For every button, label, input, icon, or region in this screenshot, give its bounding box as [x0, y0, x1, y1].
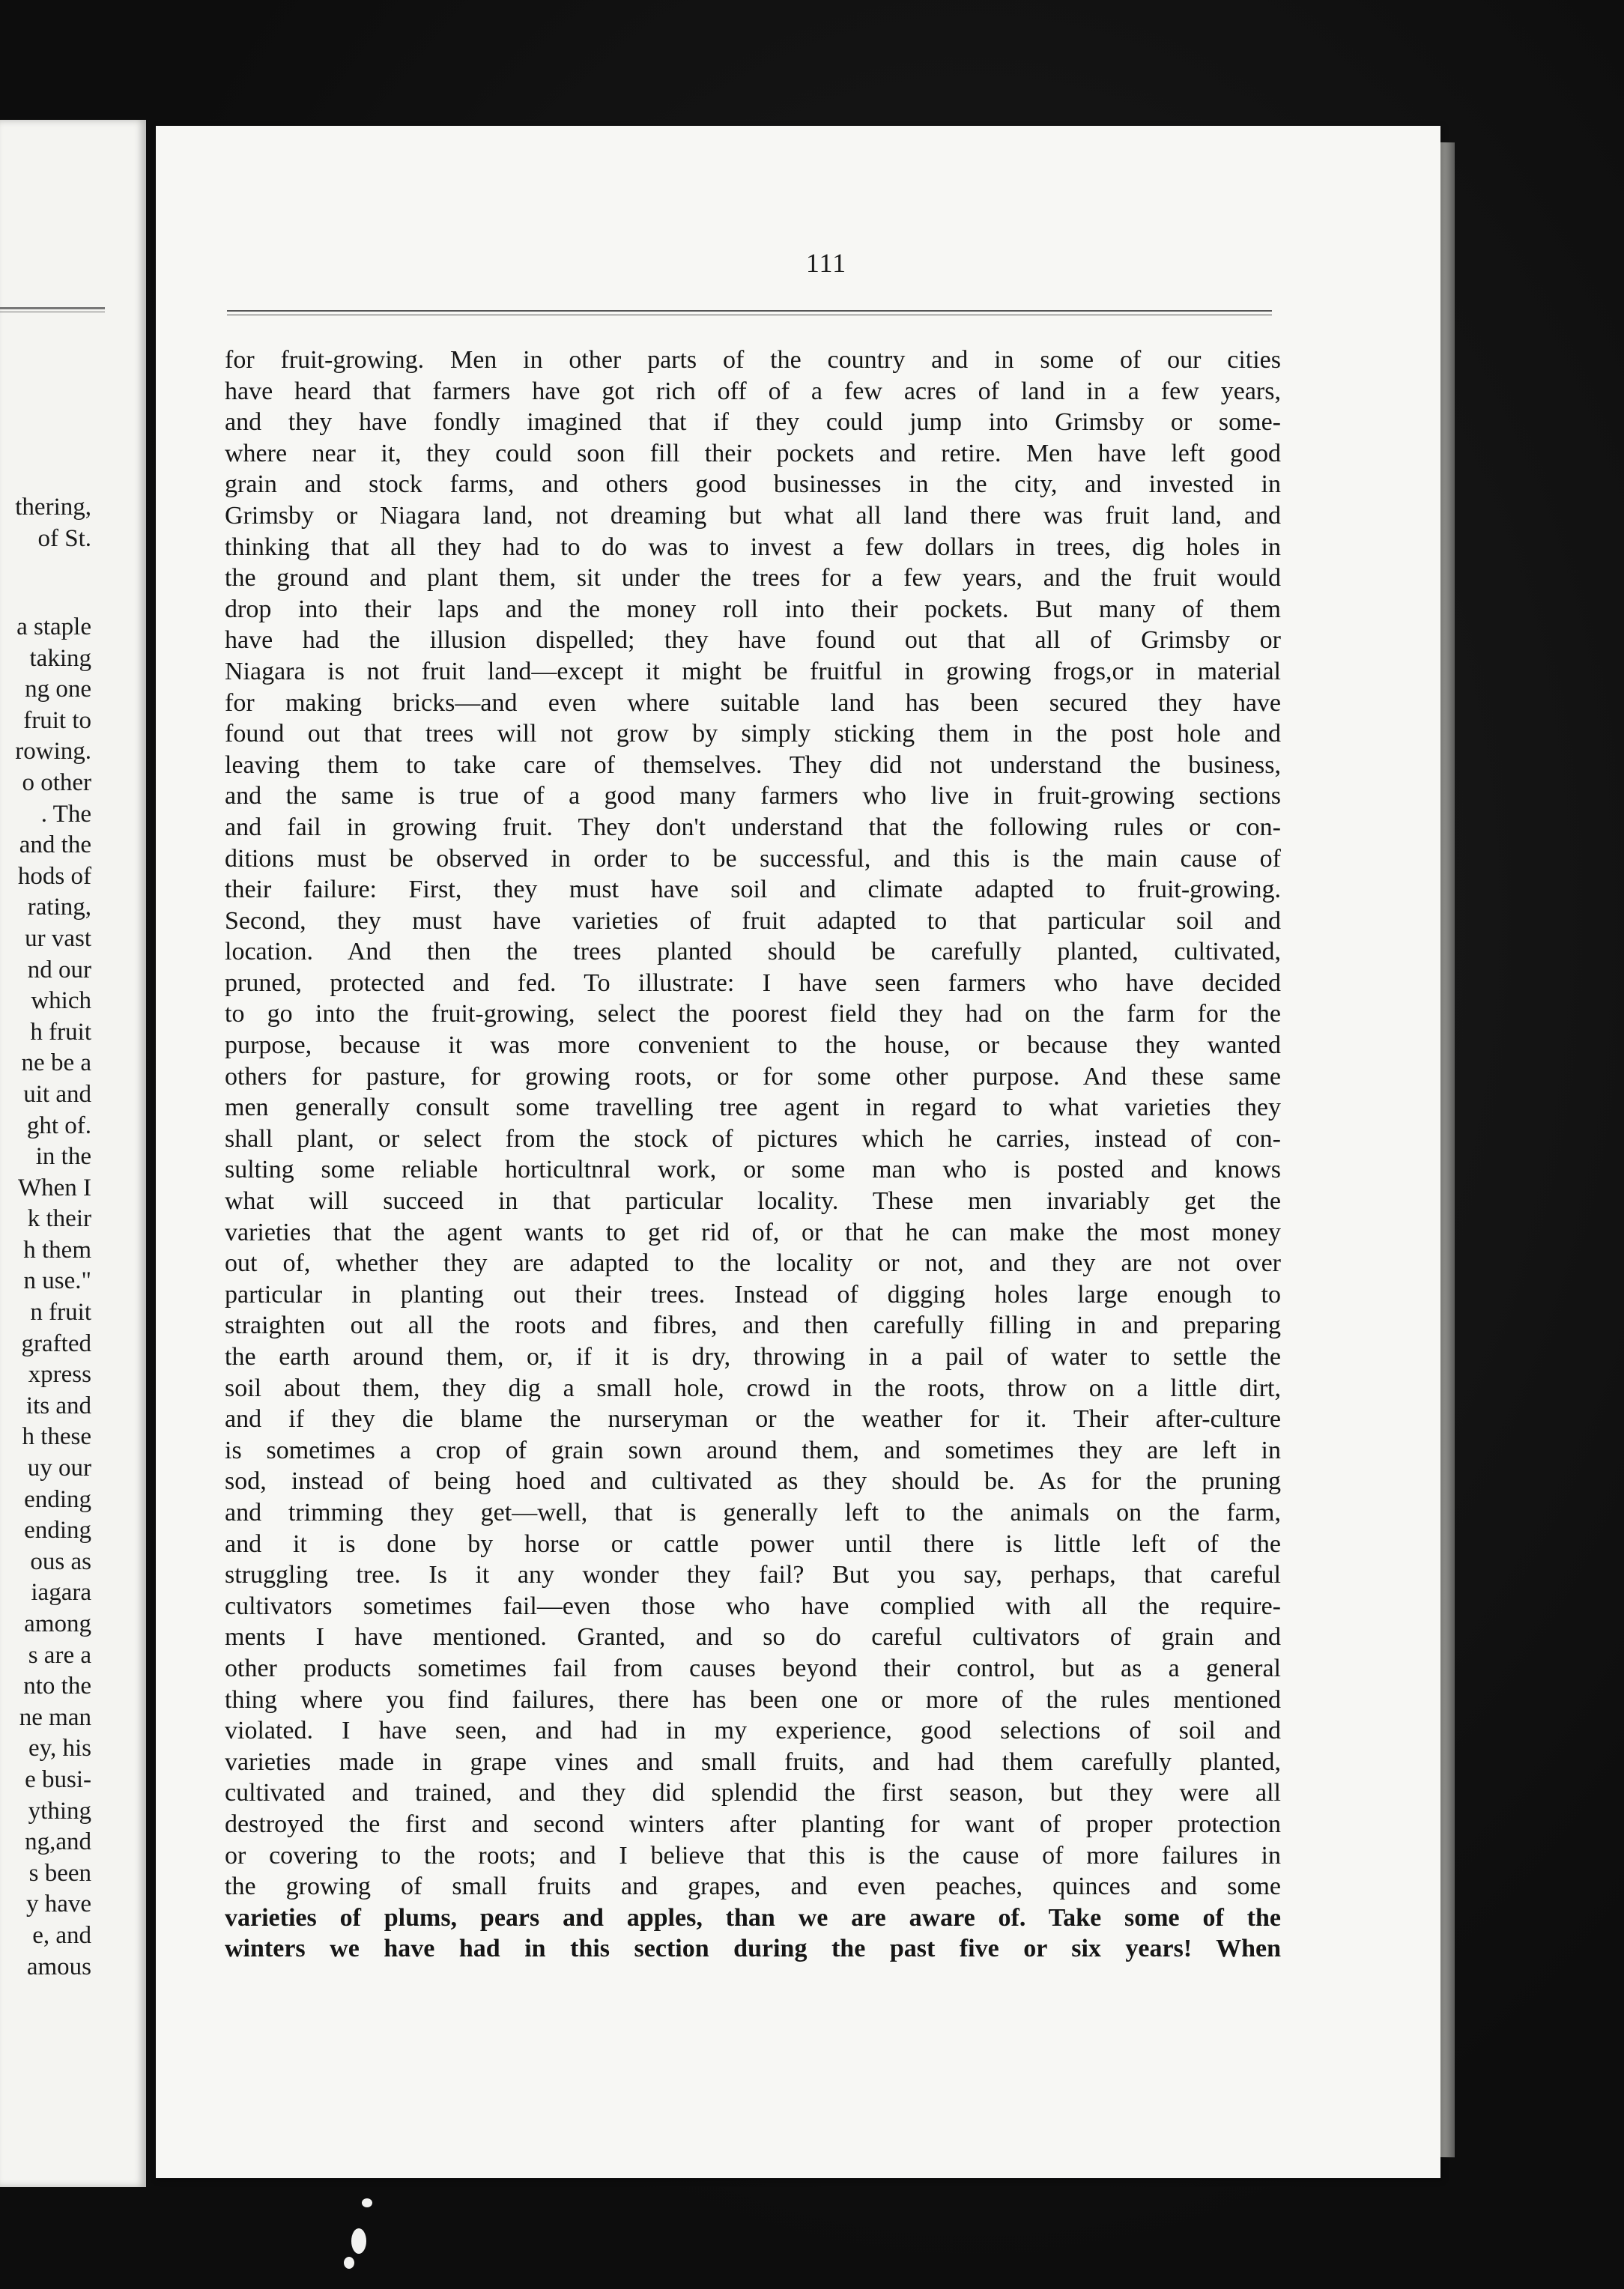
left-page-line: ous as	[30, 1547, 91, 1575]
text-line: and they have fondly imagined that if they could jump into Grimsby or some-	[225, 408, 1281, 437]
left-page-line: . The	[40, 800, 91, 828]
text-line: varieties made in grape vines and small fruits, and had them carefully planted,	[225, 1747, 1281, 1776]
text-line: sulting some reliable horticultnral work, or some man who is posted and knows	[225, 1156, 1281, 1184]
left-page-line: rating,	[27, 894, 91, 921]
left-page-line: When I	[17, 1174, 91, 1201]
left-page-line: s are a	[28, 1641, 91, 1669]
text-line: Second, they must have varieties of fruit adapted to that particular soil and	[225, 906, 1281, 935]
text-line: violated. I have seen, and had in my experience, good selections of soil and	[225, 1717, 1281, 1745]
text-line: location. And then the trees planted should be carefully planted, cultivated,	[225, 938, 1281, 966]
text-line: have had the illusion dispelled; they have found out that all of Grimsby or	[225, 626, 1281, 655]
left-page-line: ending	[24, 1517, 91, 1544]
text-line: and the same is true of a good many farmers who live in fruit-growing sections	[225, 782, 1281, 810]
text-line: other products sometimes fail from causes beyond their control, but as a general	[225, 1654, 1281, 1682]
page-number: 111	[805, 248, 847, 278]
left-page-line: n use."	[23, 1267, 91, 1295]
left-page-top-lines	[0, 492, 91, 554]
left-page-line: taking	[29, 644, 91, 672]
text-line: the ground and plant them, sit under the trees for a few years, and the fruit would	[225, 564, 1281, 592]
text-line: particular in planting out their trees. Instead of digging holes large enough to	[225, 1280, 1281, 1309]
text-line: and trimming they get—well, that is generally left to the animals on the farm,	[225, 1498, 1281, 1526]
text-line: cultivated and trained, and they did splendid the first season, but they were all	[225, 1779, 1281, 1807]
left-page-line: y have	[25, 1891, 91, 1918]
header-rule-top	[227, 310, 1272, 312]
text-line: out of, whether they are adapted to the locality or not, and they are not over	[225, 1249, 1281, 1278]
text-line: men generally consult some travelling tree agent in regard to what varieties they	[225, 1094, 1281, 1122]
text-line: Niagara is not fruit land—except it might be fruitful in growing frogs,or in material	[225, 657, 1281, 685]
left-page-line: rowing.	[15, 738, 91, 765]
left-page-line: h fruit	[30, 1018, 91, 1046]
text-line: struggling tree. Is it any wonder they fail? But you say, perhaps, that careful	[225, 1561, 1281, 1589]
text-line: drop into their laps and the money roll into their pockets. But many of them	[225, 595, 1281, 623]
text-line: leaving them to take care of themselves. They did not understand the business,	[225, 751, 1281, 779]
text-line: destroyed the first and second winters after planting for want of proper protection	[225, 1810, 1281, 1838]
left-page-line: of St.	[37, 524, 91, 552]
left-page-line: ght of.	[26, 1112, 91, 1139]
left-page-line: ng one	[25, 676, 91, 703]
text-line: varieties that the agent wants to get rid of, or that he can make the most money	[225, 1218, 1281, 1246]
left-page-line: nd our	[27, 956, 91, 983]
text-line: pruned, protected and fed. To illustrate: I have seen farmers who have decided	[225, 968, 1281, 997]
text-line: and it is done by horse or cattle power until there is little left of the	[225, 1529, 1281, 1558]
left-page-line: uit and	[23, 1080, 91, 1108]
left-page-line: e, and	[32, 1921, 91, 1949]
left-page-line: xpress	[28, 1361, 91, 1389]
left-page-line: nto the	[23, 1673, 91, 1700]
text-line: is sometimes a crop of grain sown around them, and sometimes they are left in	[225, 1436, 1281, 1464]
left-page-line: which	[31, 987, 91, 1015]
left-page-text-lines	[0, 612, 91, 1983]
text-line: or covering to the roots; and I believe that this is the cause of more failures in	[225, 1841, 1281, 1870]
left-page-line: thering,	[15, 494, 91, 521]
left-page-line: uy our	[27, 1455, 91, 1482]
left-page-line: o other	[22, 768, 91, 796]
left-page-line: ending	[24, 1485, 91, 1513]
left-page-line: e busi-	[25, 1765, 91, 1793]
left-page-line: n fruit	[30, 1299, 91, 1327]
text-line: and fail in growing fruit. They don't understand that the following rules or con-	[225, 813, 1281, 841]
text-line: found out that trees will not grow by simply sticking them in the post hole and	[225, 720, 1281, 748]
left-page-line: among	[24, 1610, 91, 1637]
body-text	[225, 345, 1281, 1965]
text-line: winters we have had in this section during the past five or six years! When	[225, 1935, 1281, 1963]
text-line: for making bricks—and even where suitable land has been secured they have	[225, 688, 1281, 717]
left-page-rule	[0, 307, 105, 309]
text-line: to go into the fruit-growing, select the poorest field they had on the farm for the	[225, 1000, 1281, 1028]
text-line: straighten out all the roots and fibres, and then carefully filling in and preparing	[225, 1312, 1281, 1340]
text-line: varieties of plums, pears and apples, than we are aware of. Take some of the	[225, 1903, 1281, 1932]
left-page-line: h them	[23, 1236, 91, 1264]
text-line: purpose, because it was more convenient to the house, or because they wanted	[225, 1031, 1281, 1060]
left-page-line: ne be a	[21, 1049, 91, 1077]
left-page-line: grafted	[21, 1330, 91, 1357]
left-page-line: hods of	[17, 862, 91, 890]
text-line: their failure: First, they must have soil and climate adapted to fruit-growing.	[225, 876, 1281, 904]
text-line: the earth around them, or, if it is dry, throwing in a pail of water to settle the	[225, 1343, 1281, 1371]
text-line: sod, instead of being hoed and cultivated as they should be. As for the pruning	[225, 1467, 1281, 1496]
left-page-line: amous	[26, 1953, 91, 1980]
left-page-line: ur vast	[25, 924, 91, 952]
left-page-line: s been	[28, 1859, 91, 1887]
text-line: the growing of small fruits and grapes, and even peaches, quinces and some	[225, 1873, 1281, 1901]
left-page-line: ything	[28, 1797, 91, 1825]
text-line: cultivators sometimes fail—even those who have complied with all the require-	[225, 1592, 1281, 1620]
left-page-line: a staple	[16, 613, 91, 640]
text-line: and if they die blame the nurseryman or the weather for it. Their after-culture	[225, 1405, 1281, 1434]
text-line: soil about them, they dig a small hole, crowd in the roots, throw on a little dirt,	[225, 1374, 1281, 1402]
left-page-line: iagara	[31, 1579, 91, 1607]
left-page-line: ne man	[19, 1703, 91, 1731]
text-line: ditions must be observed in order to be successful, and this is the main cause of	[225, 844, 1281, 873]
left-page-line: h these	[22, 1423, 91, 1451]
text-line: where near it, they could soon fill their pockets and retire. Men have left good	[225, 439, 1281, 467]
text-line: what will succeed in that particular locality. These men invariably get the	[225, 1187, 1281, 1216]
book-page	[156, 126, 1440, 2178]
text-line: thing where you find failures, there has been one or more of the rules mentioned	[225, 1685, 1281, 1714]
text-line: thinking that all they had to do was to invest a few dollars in trees, dig holes in	[225, 533, 1281, 561]
left-page-line: ng,and	[25, 1828, 91, 1856]
left-page-line: and the	[19, 831, 91, 859]
left-facing-page	[0, 120, 146, 2187]
text-line: shall plant, or select from the stock of pictures which he carries, instead of con-	[225, 1124, 1281, 1153]
text-line: others for pasture, for growing roots, or for some other purpose. And these same	[225, 1062, 1281, 1091]
left-page-line: fruit to	[23, 706, 91, 734]
text-line: for fruit-growing. Men in other parts of the country and in some of our cities	[225, 346, 1281, 374]
left-page-line: ey, his	[28, 1735, 91, 1762]
text-line: ments I have mentioned. Granted, and so do careful cultivators of grain and	[225, 1623, 1281, 1652]
left-page-line: its and	[25, 1392, 91, 1419]
text-line: Grimsby or Niagara land, not dreaming but what all land there was fruit land, and	[225, 501, 1281, 530]
left-page-line: in the	[35, 1143, 91, 1171]
text-line: grain and stock farms, and others good businesses in the city, and invested in	[225, 470, 1281, 499]
left-page-line: k their	[27, 1205, 91, 1233]
text-line: have heard that farmers have got rich off of a few acres of land in a few years,	[225, 377, 1281, 405]
